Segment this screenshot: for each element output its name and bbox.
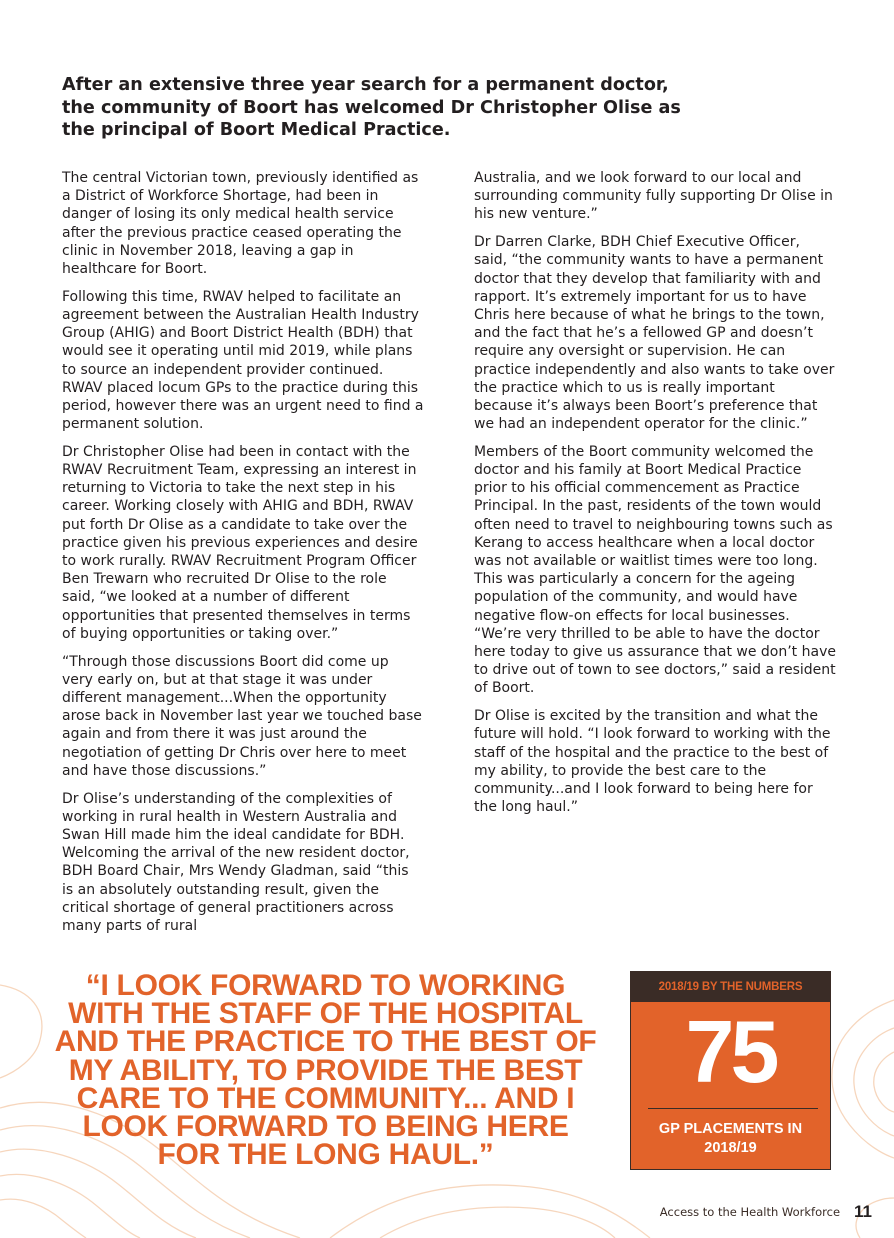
article-paragraph: Australia, and we look forward to our local and surrounding community fully supporting Dr Olise in his new venture.” xyxy=(474,170,833,223)
article-paragraph: Members of the Boort community welcomed the doctor and his family at Boort Medical Practice prior to his official commencement as Practice Principal. In the past, residents of the town would often need to travel to neighbouring towns such as Kerang to access healthcare when a local doctor was not available or waitlist times were too long. This was particularly a concern for the ageing population of the community, and would have negative flow-on effects for local businesses. “We’re very thrilled to be able to have the doctor here today to give us assurance that we don’t have to drive out of town to see doctors,” said a resident of Boort. xyxy=(474,443,836,697)
footer-section-title: Access to the Health Workforce xyxy=(659,1205,841,1219)
article-paragraph: Dr Christopher Olise had been in contact with the RWAV Recruitment Team, expressing an interest in returning to Victoria to take the next step in his career. Working closely with AHIG and BDH, RWAV put forth Dr Olise as a candidate to take over the practice given his previous experiences and desire to work rurally. RWAV Recruitment Program Officer Ben Trewarn who recruited Dr Olise to the role said, “we looked at a number of different opportunities that presented themselves in terms of buying opportunities or taking over.” xyxy=(62,443,418,642)
article-paragraph: “Through those discussions Boort did come up very early on, but at that stage it was under different management...When the opportunity arose back in November last year we touched base again and from there it was just around the negotiation of getting Dr Chris over here to meet and have those discussions.” xyxy=(62,653,422,779)
stats-number: 75 xyxy=(685,1002,776,1101)
article-paragraph: The central Victorian town, previously identified as a District of Workforce Shortage, had been in danger of losing its only medical health service after the previous practice ceased operating the clinic in November 2018, leaving a gap in healthcare for Boort. xyxy=(62,170,419,278)
page-number: 11 xyxy=(854,1202,872,1221)
article-paragraph: Following this time, RWAV helped to facilitate an agreement between the Australian Health Industry Group (AHIG) and Boort District Health (BDH) that would see it operating until mid 2019, while plans to source an independent provider continued. RWAV placed locum GPs to the practice during this period, however there was an urgent need to find a permanent solution. xyxy=(62,288,424,433)
stats-box xyxy=(630,971,831,1170)
article-column-right xyxy=(474,169,836,826)
stats-divider xyxy=(648,1108,818,1109)
page-footer xyxy=(660,1200,872,1224)
article-paragraph: Dr Olise’s understanding of the complexities of working in rural health in Western Australia and Swan Hill made him the ideal candidate for BDH. Welcoming the arrival of the new resident doctor, BDH Board Chair, Mrs Wendy Gladman, said “this is an absolutely outstanding result, given the critical shortage of general practitioners across many parts of rural xyxy=(62,790,410,934)
article-column-left xyxy=(62,169,424,945)
stats-header: 2018/19 BY THE NUMBERS xyxy=(631,972,830,1002)
stats-label: GP PLACEMENTS IN 2018/19 xyxy=(658,1121,803,1156)
pull-quote: “I LOOK FORWARD TO WORKING WITH THE STAFF OF THE HOSPITAL AND THE PRACTICE TO THE BEST OF MY ABILITY, TO PROVIDE THE BEST CARE TO THE COMMUNITY... AND I LOOK FORWARD TO BEING HERE FOR THE LONG HAUL.” xyxy=(54,969,597,1172)
article-paragraph: Dr Darren Clarke, BDH Chief Executive Officer, said, “the community wants to have a permanent doctor that they develop that familiarity with and rapport. It’s extremely important for us to have Chris here because of what he brings to the town, and the fact that he’s a fellowed GP and doesn’t require any oversight or supervision. He can practice independently and also wants to take over the practice which to us is really important because it’s always been Boort’s preference that we had an independent operator for the clinic.” xyxy=(474,234,835,433)
intro-heading: After an extensive three year search for a permanent doctor, the community of Boort has welcomed Dr Christopher Olise as the principal of Boort Medical Practice. xyxy=(62,75,681,141)
article-paragraph: Dr Olise is excited by the transition and what the future will hold. “I look forward to working with the staff of the hospital and the practice to the best of my ability, to provide the best care to the community...and I look forward to being here for the long haul.” xyxy=(474,708,831,816)
